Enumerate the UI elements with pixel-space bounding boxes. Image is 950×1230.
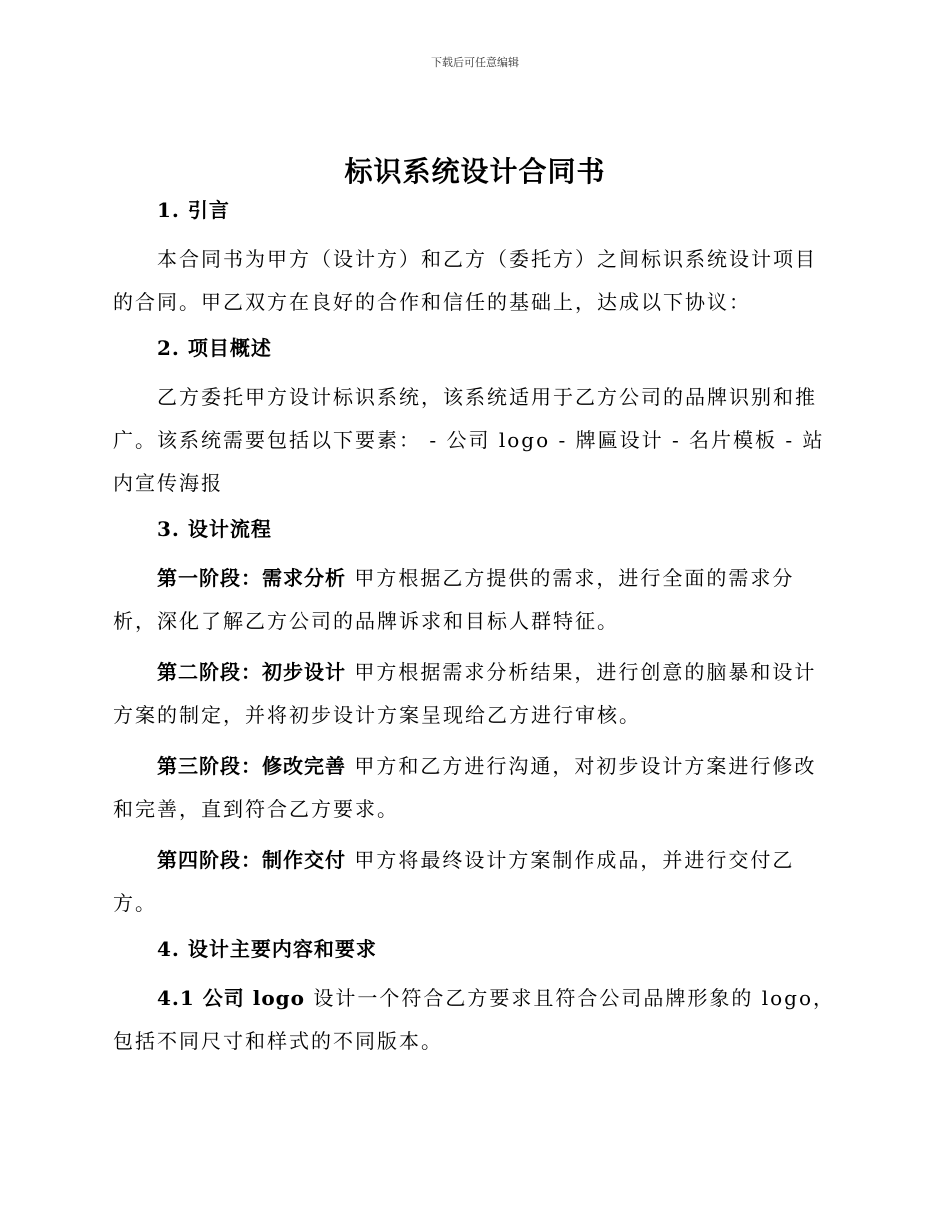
item-4-1-label: 4.1 公司 logo	[157, 986, 305, 1010]
paragraph-introduction: 本合同书为甲方（设计方）和乙方（委托方）之间标识系统设计项目的合同。甲乙双方在良好的合作和信任的基础上，达成以下协议：	[113, 247, 817, 314]
stage-2-text: 甲方根据需求分析结果，进行创意的脑暴和设计方案的制定，并将初步设计方案呈现给乙方进行审核。	[113, 660, 817, 727]
paragraph-stage-1	[113, 557, 835, 643]
stage-4-text: 甲方将最终设计方案制作成品，并进行交付乙方。	[113, 848, 795, 915]
document-title: 标识系统设计合同书	[344, 155, 606, 188]
stage-4-label: 第四阶段：制作交付	[157, 848, 346, 872]
document-body	[113, 194, 835, 1071]
stage-3-label: 第三阶段：修改完善	[157, 754, 346, 778]
section-heading-introduction: 1. 引言	[157, 198, 230, 222]
stage-2-label: 第二阶段：初步设计	[157, 660, 346, 684]
paragraph-project-overview: 乙方委托甲方设计标识系统，该系统适用于乙方公司的品牌识别和推广。该系统需要包括以下要素： - 公司 logo - 牌匾设计 - 名片模板 - 站内宣传海报	[113, 385, 825, 495]
paragraph-stage-4	[113, 839, 835, 925]
item-4-1-text: 设计一个符合乙方要求且符合公司品牌形象的 logo，包括不同尺寸和样式的不同版本。	[113, 986, 835, 1053]
paragraph-stage-2	[113, 651, 835, 737]
stage-1-label: 第一阶段：需求分析	[157, 566, 346, 590]
stage-3-text: 甲方和乙方进行沟通，对初步设计方案进行修改和完善，直到符合乙方要求。	[113, 754, 817, 821]
section-heading-design-process: 3. 设计流程	[157, 517, 272, 541]
section-heading-project-overview: 2. 项目概述	[157, 336, 272, 360]
page-header-note: 下载后可任意编辑	[431, 56, 519, 69]
section-heading-design-content: 4. 设计主要内容和要求	[157, 937, 377, 961]
stage-1-text: 甲方根据乙方提供的需求，进行全面的需求分析，深化了解乙方公司的品牌诉求和目标人群特征。	[113, 566, 795, 633]
paragraph-stage-3	[113, 745, 835, 831]
paragraph-item-4-1	[113, 977, 835, 1063]
